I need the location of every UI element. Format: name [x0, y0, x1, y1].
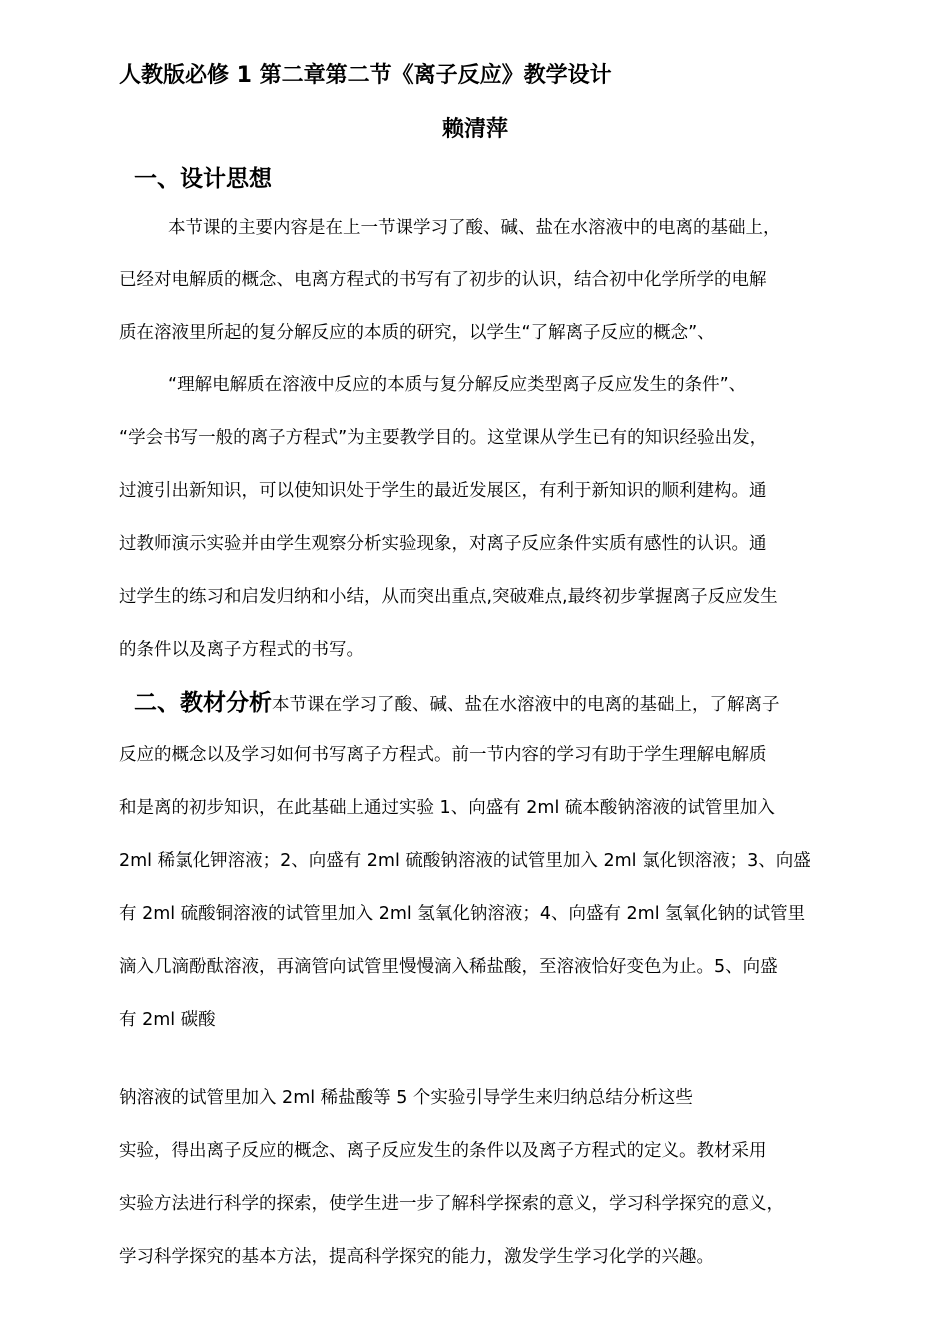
section2-line-2: 和是离的初步知识，在此基础上通过实验 1、向盛有 2ml 硫本酸钠溶液的试管里加入 — [119, 798, 775, 818]
section2-continued-line-1: 钠溶液的试管里加入 2ml 稀盐酸等 5 个实验引导学生来归纳总结分析这些 — [119, 1088, 693, 1108]
section1-line-7: 过教师演示实验并由学生观察分析实验现象，对离子反应条件实质有感性的认识。通 — [119, 534, 767, 554]
document-author: 赖清萍 — [442, 117, 509, 142]
section2-first-line-text: 本节课在学习了酸、碱、盐在水溶液中的电离的基础上，了解离子 — [272, 695, 780, 715]
section2-line-6: 有 2ml 碳酸 — [119, 1010, 216, 1030]
section2-continued-line-4: 学习科学探究的基本方法，提高科学探究的能力，激发学生学习化学的兴趣。 — [119, 1247, 714, 1267]
section2-heading: 二、教材分析 — [134, 690, 272, 716]
section2-line-3: 2ml 稀氯化钾溶液；2、向盛有 2ml 硫酸钠溶液的试管里加入 2ml 氯化钡溶液；3、向盛 — [119, 851, 811, 871]
section1-line-1: 本节课的主要内容是在上一节课学习了酸、碱、盐在水溶液中的电离的基础上， — [168, 218, 781, 238]
section2-continued-line-2: 实验，得出离子反应的概念、离子反应发生的条件以及离子方程式的定义。教材采用 — [119, 1141, 767, 1161]
section1-line-5: “学会书写一般的离子方程式”为主要教学目的。这堂课从学生已有的知识经验出发， — [119, 428, 768, 448]
document-title: 人教版必修 1 第二章第二节《离子反应》教学设计 — [119, 63, 612, 88]
section1-line-6: 过渡引出新知识，可以使知识处于学生的最近发展区，有利于新知识的顺利建构。通 — [119, 481, 767, 501]
section2-first-line — [134, 689, 780, 719]
section2-line-5: 滴入几滴酚酞溶液，再滴管向试管里慢慢滴入稀盐酸，至溶液恰好变色为止。5、向盛 — [119, 957, 778, 977]
section1-heading: 一、设计思想 — [134, 166, 272, 192]
section2-line-1: 反应的概念以及学习如何书写离子方程式。前一节内容的学习有助于学生理解电解质 — [119, 745, 767, 765]
section2-continued-line-3: 实验方法进行科学的探索，使学生进一步了解科学探索的意义，学习科学探究的意义， — [119, 1194, 784, 1214]
section1-line-2: 已经对电解质的概念、电离方程式的书写有了初步的认识，结合初中化学所学的电解 — [119, 270, 767, 290]
section1-line-3: 质在溶液里所起的复分解反应的本质的研究，以学生“了解离子反应的概念”、 — [119, 323, 715, 343]
section1-line-4: “理解电解质在溶液中反应的本质与复分解反应类型离子反应发生的条件”、 — [168, 375, 747, 395]
section1-line-9: 的条件以及离子方程式的书写。 — [119, 640, 364, 660]
section2-line-4: 有 2ml 硫酸铜溶液的试管里加入 2ml 氢氧化钠溶液；4、向盛有 2ml 氢氧化钠的试管里 — [119, 904, 806, 924]
section1-line-8: 过学生的练习和启发归纳和小结，从而突出重点,突破难点,最终初步掌握离子反应发生 — [119, 587, 778, 607]
